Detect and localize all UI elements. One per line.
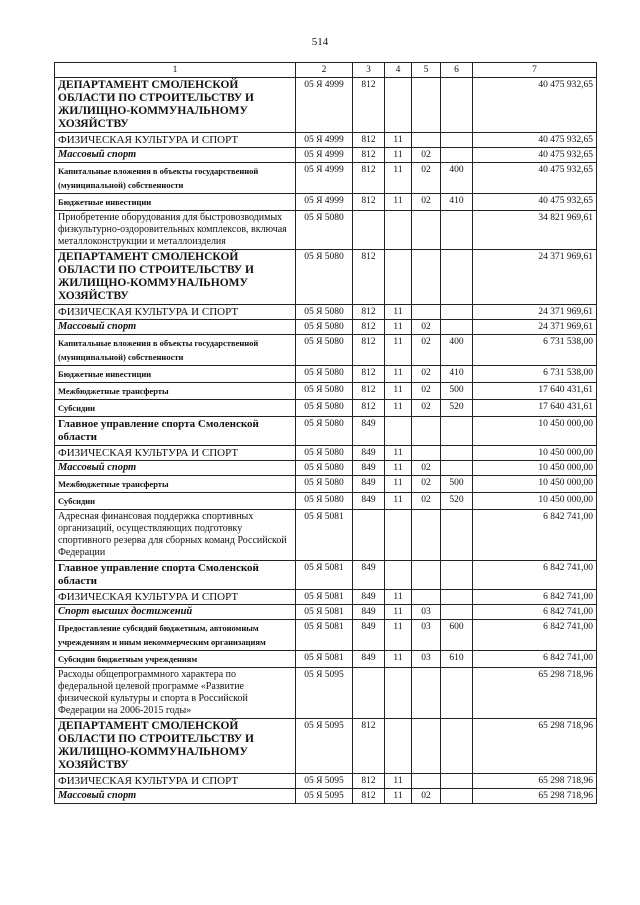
- header-cell: 5: [412, 63, 441, 78]
- code-cell: 812: [353, 250, 385, 305]
- code-cell: 812: [353, 133, 385, 148]
- row-label: ФИЗИЧЕСКАЯ КУЛЬТУРА И СПОРТ: [55, 305, 296, 320]
- row-label: Предоставление субсидий бюджетным, автономным учреждениям и иным некоммерческим организациям: [55, 620, 296, 651]
- table-row: [55, 383, 597, 400]
- code-cell: [441, 305, 473, 320]
- code-cell: [441, 461, 473, 476]
- code-cell: 05 Я 5080: [296, 461, 353, 476]
- code-cell: 11: [385, 320, 412, 335]
- code-cell: 03: [412, 651, 441, 668]
- code-cell: 520: [441, 400, 473, 417]
- code-cell: 03: [412, 620, 441, 651]
- table-row: [55, 163, 597, 194]
- code-cell: 05 Я 5095: [296, 774, 353, 789]
- code-cell: [385, 510, 412, 561]
- row-label: Массовый спорт: [55, 148, 296, 163]
- amount-cell: 65 298 718,96: [473, 719, 597, 774]
- code-cell: 11: [385, 305, 412, 320]
- amount-cell: 40 475 932,65: [473, 163, 597, 194]
- page-number: 514: [311, 36, 329, 48]
- code-cell: 05 Я 5080: [296, 320, 353, 335]
- code-cell: 812: [353, 383, 385, 400]
- code-cell: [412, 78, 441, 133]
- code-cell: 849: [353, 590, 385, 605]
- amount-cell: 10 450 000,00: [473, 417, 597, 446]
- table-row: [55, 335, 597, 366]
- code-cell: [441, 417, 473, 446]
- code-cell: [385, 250, 412, 305]
- code-cell: [441, 133, 473, 148]
- code-cell: 11: [385, 194, 412, 211]
- code-cell: [441, 590, 473, 605]
- code-cell: [441, 719, 473, 774]
- row-label: Субсидии: [55, 493, 296, 510]
- code-cell: 400: [441, 163, 473, 194]
- code-cell: 11: [385, 335, 412, 366]
- code-cell: 05 Я 4999: [296, 163, 353, 194]
- code-cell: [412, 250, 441, 305]
- amount-cell: 6 842 741,00: [473, 561, 597, 590]
- row-label: Массовый спорт: [55, 320, 296, 335]
- code-cell: 812: [353, 320, 385, 335]
- header-cell: 7: [473, 63, 597, 78]
- amount-cell: 10 450 000,00: [473, 493, 597, 510]
- code-cell: 05 Я 5095: [296, 668, 353, 719]
- code-cell: [441, 605, 473, 620]
- code-cell: 11: [385, 620, 412, 651]
- code-cell: 02: [412, 493, 441, 510]
- code-cell: [412, 561, 441, 590]
- code-cell: 05 Я 5081: [296, 561, 353, 590]
- table-row: [55, 493, 597, 510]
- code-cell: 11: [385, 590, 412, 605]
- code-cell: [441, 561, 473, 590]
- amount-cell: 6 731 538,00: [473, 335, 597, 366]
- code-cell: 812: [353, 400, 385, 417]
- code-cell: 05 Я 5095: [296, 789, 353, 804]
- table-row: [55, 719, 597, 774]
- header-cell: 2: [296, 63, 353, 78]
- code-cell: [353, 211, 385, 250]
- code-cell: 400: [441, 335, 473, 366]
- code-cell: 02: [412, 163, 441, 194]
- amount-cell: 65 298 718,96: [473, 789, 597, 804]
- code-cell: [441, 789, 473, 804]
- row-label: Бюджетные инвестиции: [55, 194, 296, 211]
- budget-table: [54, 62, 597, 804]
- code-cell: 05 Я 5080: [296, 446, 353, 461]
- row-label: Массовый спорт: [55, 789, 296, 804]
- code-cell: 05 Я 5080: [296, 400, 353, 417]
- code-cell: 02: [412, 148, 441, 163]
- code-cell: 812: [353, 789, 385, 804]
- code-cell: [441, 320, 473, 335]
- code-cell: [412, 590, 441, 605]
- code-cell: 812: [353, 774, 385, 789]
- table-row: [55, 78, 597, 133]
- code-cell: 02: [412, 789, 441, 804]
- code-cell: [412, 211, 441, 250]
- code-cell: 02: [412, 335, 441, 366]
- table-row: [55, 446, 597, 461]
- table-body: [55, 78, 597, 804]
- code-cell: 05 Я 5080: [296, 476, 353, 493]
- row-label: Расходы общепрограммного характера по федеральной целевой программе «Развитие физической культуры и спорта в Российской Федерации на 2006-2015 годы»: [55, 668, 296, 719]
- header-cell: 1: [55, 63, 296, 78]
- table-row: [55, 668, 597, 719]
- row-label: ДЕПАРТАМЕНТ СМОЛЕНСКОЙ ОБЛАСТИ ПО СТРОИТЕЛЬСТВУ И ЖИЛИЩНО-КОММУНАЛЬНОМУ ХОЗЯЙСТВУ: [55, 78, 296, 133]
- code-cell: [353, 510, 385, 561]
- row-label: ФИЗИЧЕСКАЯ КУЛЬТУРА И СПОРТ: [55, 133, 296, 148]
- table-row: [55, 561, 597, 590]
- code-cell: [441, 211, 473, 250]
- table-row: [55, 320, 597, 335]
- code-cell: 05 Я 5081: [296, 605, 353, 620]
- code-cell: 11: [385, 148, 412, 163]
- row-label: Межбюджетные трансферты: [55, 476, 296, 493]
- row-label: Капитальные вложения в объекты государственной (муниципальной) собственности: [55, 163, 296, 194]
- code-cell: 849: [353, 605, 385, 620]
- code-cell: 410: [441, 366, 473, 383]
- code-cell: 02: [412, 194, 441, 211]
- code-cell: 812: [353, 305, 385, 320]
- amount-cell: 34 821 969,61: [473, 211, 597, 250]
- code-cell: [412, 446, 441, 461]
- table-row: [55, 133, 597, 148]
- row-label: Главное управление спорта Смоленской области: [55, 561, 296, 590]
- row-label: ФИЗИЧЕСКАЯ КУЛЬТУРА И СПОРТ: [55, 774, 296, 789]
- code-cell: [412, 668, 441, 719]
- code-cell: [412, 417, 441, 446]
- table-row: [55, 590, 597, 605]
- code-cell: [441, 78, 473, 133]
- amount-cell: 40 475 932,65: [473, 194, 597, 211]
- code-cell: 11: [385, 476, 412, 493]
- amount-cell: 6 842 741,00: [473, 620, 597, 651]
- code-cell: [412, 305, 441, 320]
- code-cell: 11: [385, 605, 412, 620]
- header-cell: 6: [441, 63, 473, 78]
- table-row: [55, 400, 597, 417]
- code-cell: 849: [353, 493, 385, 510]
- table-row: [55, 250, 597, 305]
- amount-cell: 6 842 741,00: [473, 605, 597, 620]
- amount-cell: 10 450 000,00: [473, 461, 597, 476]
- row-label: Субсидии: [55, 400, 296, 417]
- code-cell: 500: [441, 383, 473, 400]
- table-row: [55, 417, 597, 446]
- code-cell: 11: [385, 400, 412, 417]
- code-cell: 849: [353, 476, 385, 493]
- code-cell: 11: [385, 446, 412, 461]
- code-cell: 05 Я 4999: [296, 148, 353, 163]
- row-label: Спорт высших достижений: [55, 605, 296, 620]
- code-cell: [412, 774, 441, 789]
- code-cell: [385, 561, 412, 590]
- code-cell: 05 Я 5080: [296, 366, 353, 383]
- code-cell: 05 Я 5080: [296, 335, 353, 366]
- code-cell: [412, 719, 441, 774]
- code-cell: 05 Я 5080: [296, 250, 353, 305]
- header-cell: 4: [385, 63, 412, 78]
- row-label: ФИЗИЧЕСКАЯ КУЛЬТУРА И СПОРТ: [55, 590, 296, 605]
- code-cell: 02: [412, 400, 441, 417]
- amount-cell: 40 475 932,65: [473, 148, 597, 163]
- code-cell: 02: [412, 461, 441, 476]
- code-cell: 610: [441, 651, 473, 668]
- code-cell: [385, 78, 412, 133]
- code-cell: 849: [353, 461, 385, 476]
- code-cell: 05 Я 4999: [296, 133, 353, 148]
- code-cell: 02: [412, 383, 441, 400]
- table-row: [55, 305, 597, 320]
- code-cell: 05 Я 5080: [296, 417, 353, 446]
- code-cell: 849: [353, 561, 385, 590]
- table-row: [55, 789, 597, 804]
- code-cell: 05 Я 5081: [296, 590, 353, 605]
- code-cell: 812: [353, 148, 385, 163]
- code-cell: 02: [412, 366, 441, 383]
- table-header-row: [55, 63, 597, 78]
- row-label: Капитальные вложения в объекты государственной (муниципальной) собственности: [55, 335, 296, 366]
- code-cell: 849: [353, 446, 385, 461]
- amount-cell: 10 450 000,00: [473, 446, 597, 461]
- code-cell: 05 Я 5080: [296, 493, 353, 510]
- code-cell: [353, 668, 385, 719]
- table-row: [55, 774, 597, 789]
- code-cell: [441, 510, 473, 561]
- code-cell: 500: [441, 476, 473, 493]
- code-cell: 05 Я 5081: [296, 651, 353, 668]
- code-cell: 05 Я 5081: [296, 510, 353, 561]
- code-cell: 520: [441, 493, 473, 510]
- row-label: ФИЗИЧЕСКАЯ КУЛЬТУРА И СПОРТ: [55, 446, 296, 461]
- code-cell: [441, 668, 473, 719]
- table-row: [55, 211, 597, 250]
- table-row: [55, 620, 597, 651]
- amount-cell: 65 298 718,96: [473, 774, 597, 789]
- row-label: Приобретение оборудования для быстровозводимых физкультурно-оздоровительных комплексов, включая металлоконструкции и металлоизделия: [55, 211, 296, 250]
- code-cell: [441, 446, 473, 461]
- code-cell: [385, 668, 412, 719]
- code-cell: 05 Я 5080: [296, 305, 353, 320]
- code-cell: [412, 133, 441, 148]
- code-cell: 05 Я 4999: [296, 194, 353, 211]
- amount-cell: 10 450 000,00: [473, 476, 597, 493]
- amount-cell: 40 475 932,65: [473, 78, 597, 133]
- amount-cell: 6 842 741,00: [473, 510, 597, 561]
- code-cell: 02: [412, 476, 441, 493]
- code-cell: 849: [353, 417, 385, 446]
- table-row: [55, 148, 597, 163]
- code-cell: 11: [385, 383, 412, 400]
- row-label: ДЕПАРТАМЕНТ СМОЛЕНСКОЙ ОБЛАСТИ ПО СТРОИТЕЛЬСТВУ И ЖИЛИЩНО-КОММУНАЛЬНОМУ ХОЗЯЙСТВУ: [55, 250, 296, 305]
- code-cell: 812: [353, 78, 385, 133]
- code-cell: 05 Я 4999: [296, 78, 353, 133]
- code-cell: 05 Я 5080: [296, 383, 353, 400]
- code-cell: [385, 719, 412, 774]
- code-cell: 11: [385, 366, 412, 383]
- code-cell: [441, 774, 473, 789]
- code-cell: [441, 148, 473, 163]
- code-cell: 849: [353, 651, 385, 668]
- code-cell: [412, 510, 441, 561]
- code-cell: 11: [385, 163, 412, 194]
- code-cell: 11: [385, 789, 412, 804]
- code-cell: 05 Я 5081: [296, 620, 353, 651]
- table-row: [55, 366, 597, 383]
- amount-cell: 17 640 431,61: [473, 383, 597, 400]
- code-cell: 05 Я 5080: [296, 211, 353, 250]
- row-label: Межбюджетные трансферты: [55, 383, 296, 400]
- code-cell: 849: [353, 620, 385, 651]
- table-row: [55, 476, 597, 493]
- amount-cell: 6 842 741,00: [473, 651, 597, 668]
- code-cell: 812: [353, 163, 385, 194]
- amount-cell: 24 371 969,61: [473, 305, 597, 320]
- code-cell: 03: [412, 605, 441, 620]
- row-label: ДЕПАРТАМЕНТ СМОЛЕНСКОЙ ОБЛАСТИ ПО СТРОИТЕЛЬСТВУ И ЖИЛИЩНО-КОММУНАЛЬНОМУ ХОЗЯЙСТВУ: [55, 719, 296, 774]
- code-cell: 812: [353, 366, 385, 383]
- table-row: [55, 605, 597, 620]
- code-cell: 11: [385, 774, 412, 789]
- row-label: Субсидии бюджетным учреждениям: [55, 651, 296, 668]
- code-cell: [385, 417, 412, 446]
- amount-cell: 6 731 538,00: [473, 366, 597, 383]
- row-label: Адресная финансовая поддержка спортивных организаций, осуществляющих подготовку спортивного резерва для сборных команд Российской Федерации: [55, 510, 296, 561]
- code-cell: 11: [385, 493, 412, 510]
- code-cell: 05 Я 5095: [296, 719, 353, 774]
- code-cell: 410: [441, 194, 473, 211]
- code-cell: 02: [412, 320, 441, 335]
- code-cell: 812: [353, 719, 385, 774]
- amount-cell: 24 371 969,61: [473, 250, 597, 305]
- table-row: [55, 510, 597, 561]
- table-row: [55, 461, 597, 476]
- amount-cell: 65 298 718,96: [473, 668, 597, 719]
- amount-cell: 17 640 431,61: [473, 400, 597, 417]
- code-cell: [441, 250, 473, 305]
- code-cell: 812: [353, 194, 385, 211]
- code-cell: 812: [353, 335, 385, 366]
- header-cell: 3: [353, 63, 385, 78]
- code-cell: 11: [385, 461, 412, 476]
- code-cell: 600: [441, 620, 473, 651]
- amount-cell: 6 842 741,00: [473, 590, 597, 605]
- amount-cell: 40 475 932,65: [473, 133, 597, 148]
- row-label: Массовый спорт: [55, 461, 296, 476]
- table-row: [55, 651, 597, 668]
- code-cell: 11: [385, 133, 412, 148]
- code-cell: [385, 211, 412, 250]
- row-label: Бюджетные инвестиции: [55, 366, 296, 383]
- code-cell: 11: [385, 651, 412, 668]
- table-row: [55, 194, 597, 211]
- amount-cell: 24 371 969,61: [473, 320, 597, 335]
- row-label: Главное управление спорта Смоленской области: [55, 417, 296, 446]
